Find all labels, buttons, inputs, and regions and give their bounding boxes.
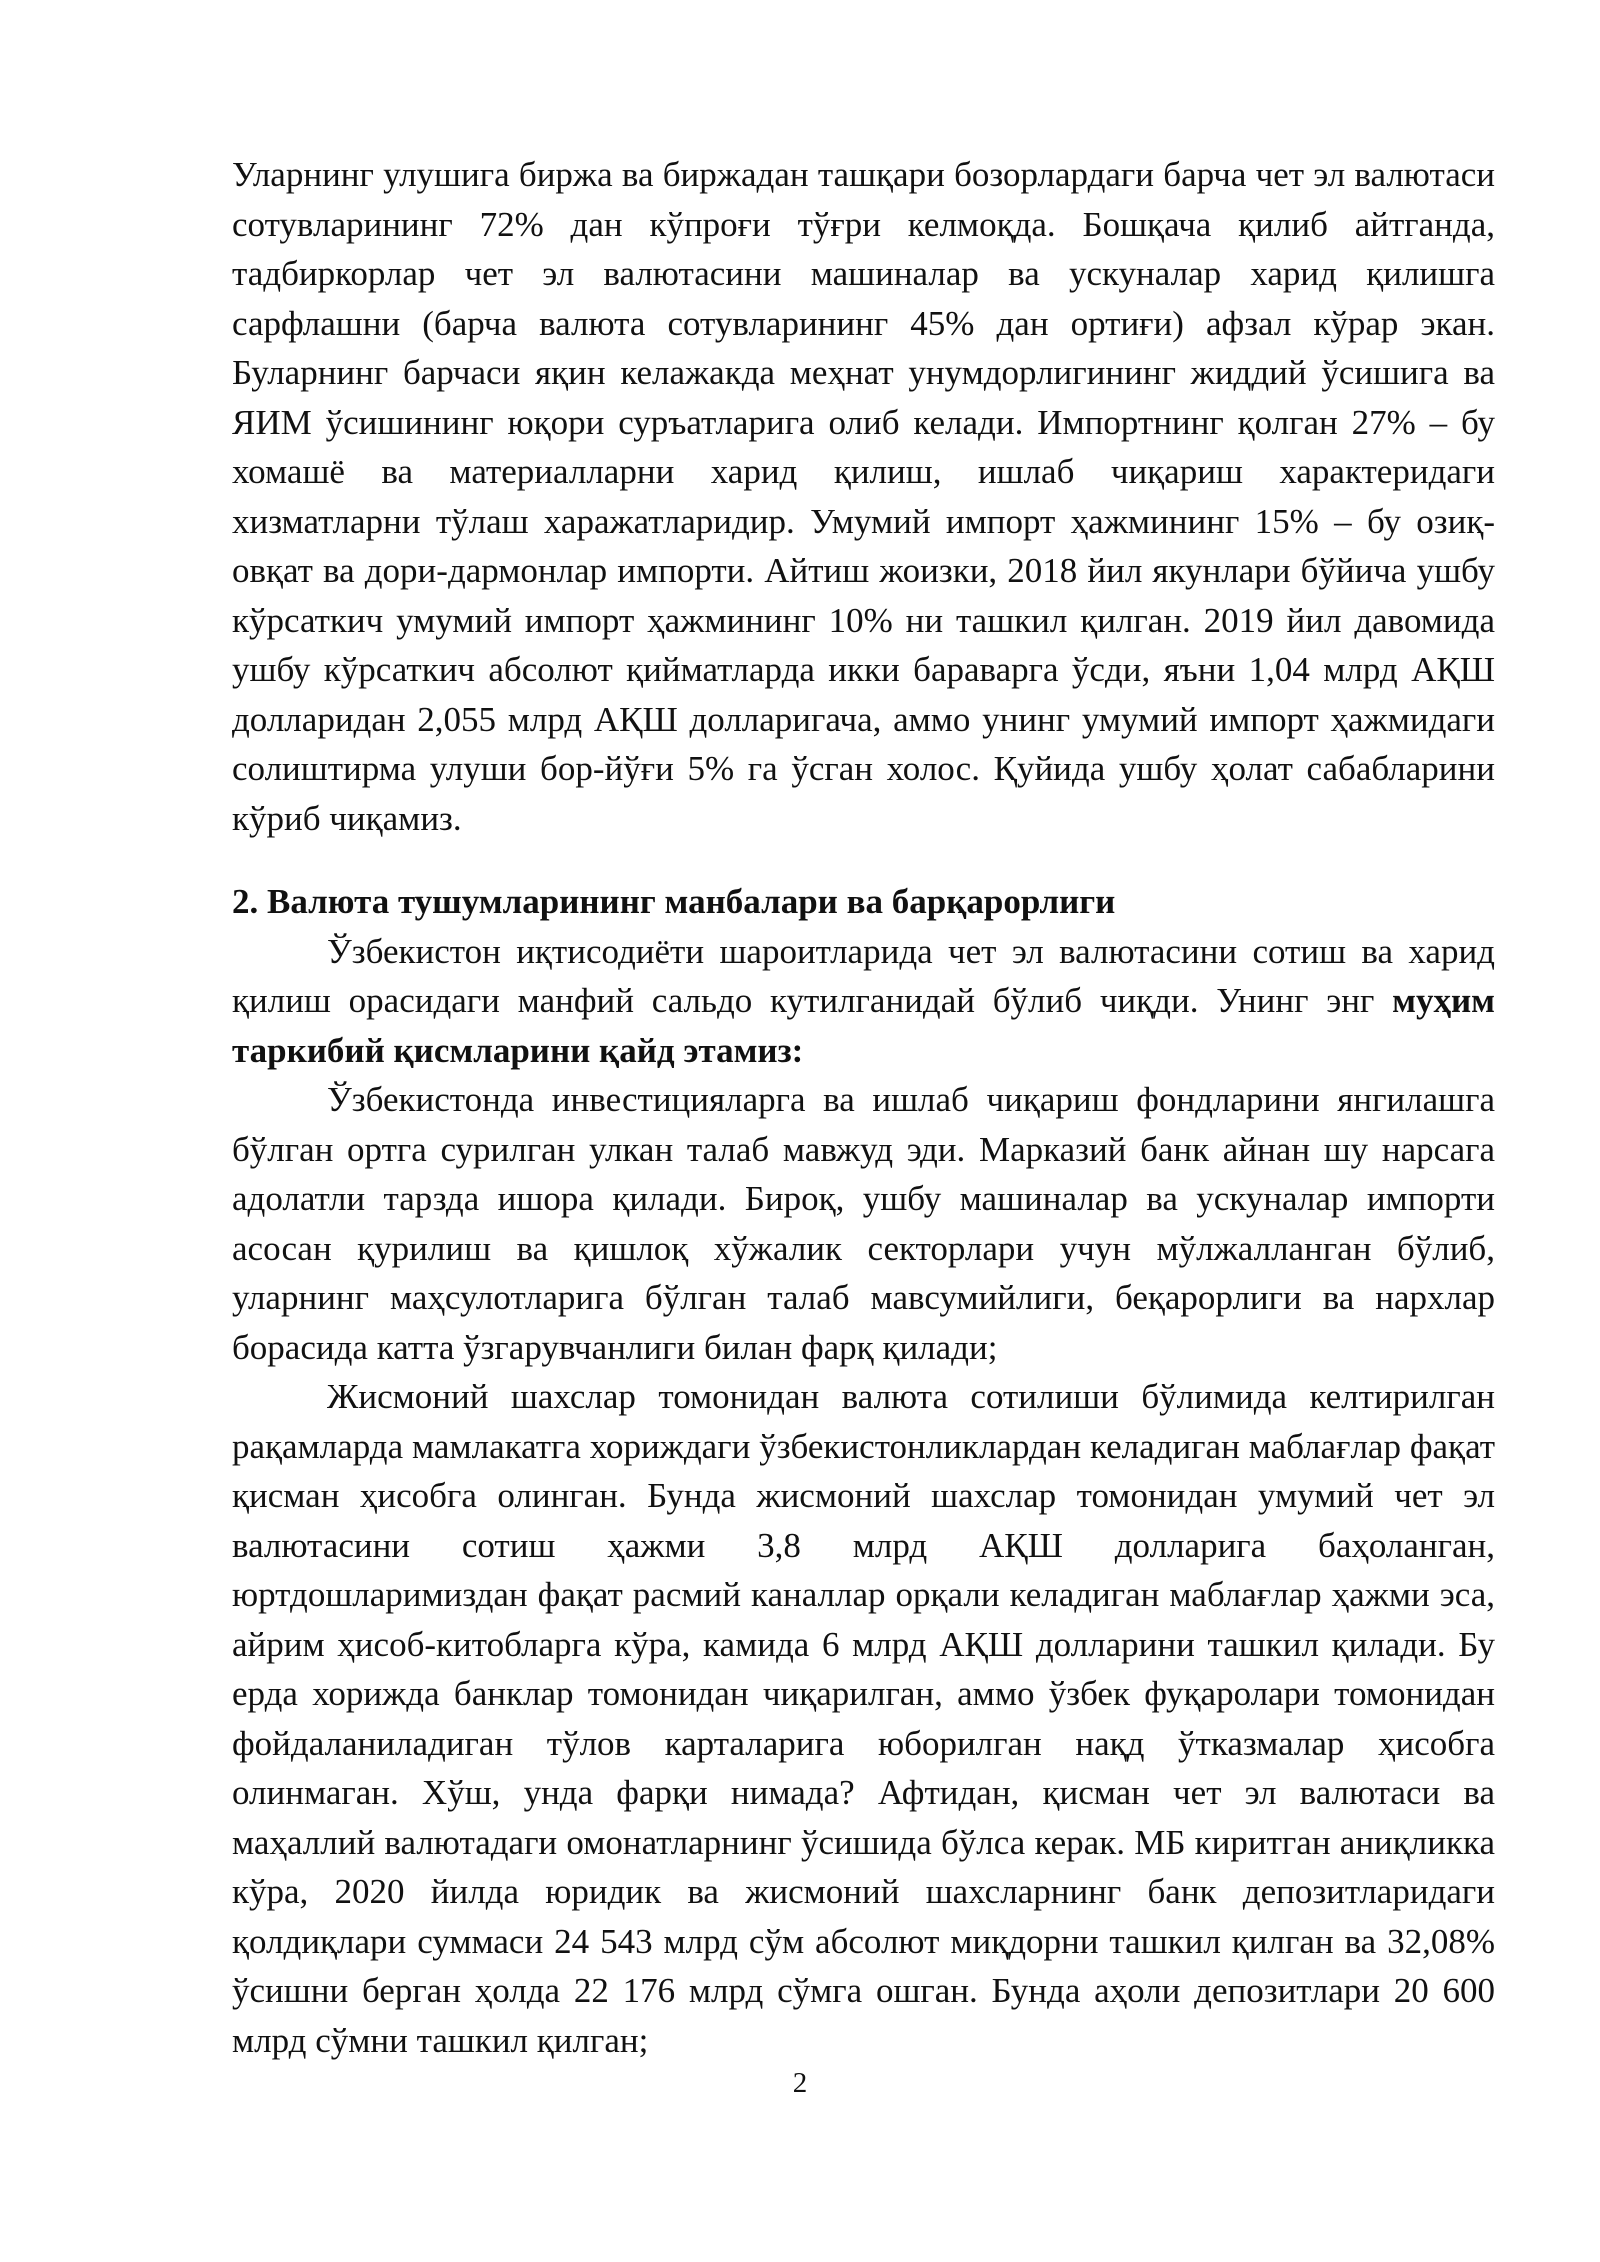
point-paragraph-2: Жисмоний шахслар томонидан валюта сотилиши бўлимида келтирилган рақамларда мамлакатга хориждаги ўзбекистонликлардан келадиган маблағлар фақат қисман ҳисобга олинган. Бунда жисмоний шахслар томонидан умумий чет эл валютасини сотиш ҳажми 3,8 млрд АҚШ долларига баҳоланган, юртдошларимиздан фақат расмий каналлар орқали келадиган маблағлар ҳажми эса, айрим ҳисоб-китобларга кўра, камида 6 млрд АҚШ долларини ташкил қилади. Бу ерда хорижда банклар томонидан чиқарилган, аммо ўзбек фуқаролари томонидан фойдаланиладиган тўлов карталарига юборилган нақд ўтказмалар ҳисобга олинмаган. Хўш, унда фарқи нимада? Афтидан, қисман чет эл валютаси ва маҳаллий валютадаги омонатларнинг ўсишида бўлса керак. МБ киритган аниқликка кўра, 2020 йилда юридик ва жисмоний шахсларнинг банк депозитларидаги қолдиқлари суммаси 24 543 млрд сўм абсолют миқдорни ташкил қилган ва 32,08% ўсишни берган ҳолда 22 176 млрд сўмга ошган. Бунда аҳоли депозитлари 20 600 млрд сўмни ташкил қилган; (232, 1377, 1495, 2060)
document-page (232, 150, 1495, 2065)
section-intro-bold-text: муҳим таркибий қисмларини қайд этамиз: (232, 981, 1495, 1070)
section-intro-text: Ўзбекистон иқтисодиёти шароитларида чет эл валютасини сотиш ва харид қилиш орасидаги манфий сальдо кутилганидай бўлиб чиқди. Унинг энг (232, 931, 1495, 1020)
body-paragraph-1: Уларнинг улушига биржа ва биржадан ташқари бозорлардаги барча чет эл валютаси сотувларининг 72% дан кўпроғи тўғри келмоқда. Бошқача қилиб айтганда, тадбиркорлар чет эл валютасини машиналар ва ускуналар харид қилишга сарфлашни (барча валюта сотувларининг 45% дан ортиғи) афзал кўрар экан. Буларнинг барчаси яқин келажакда меҳнат унумдорлигининг жиддий ўсишига ва ЯИМ ўсишининг юқори суръатларига олиб келади. Импортнинг қолган 27% – бу хомашё ва материалларни харид қилиш, ишлаб чиқариш характеридаги хизматларни тўлаш харажатларидир. Умумий импорт ҳажмининг 15% – бу озиқ-овқат ва дори-дармонлар импорти. Айтиш жоизки, 2018 йил якунлари бўйича ушбу кўрсаткич умумий импорт ҳажмининг 10% ни ташкил қилган. 2019 йил давомида ушбу кўрсаткич абсолют қийматларда икки бараварга ўсди, яъни 1,04 млрд АҚШ долларидан 2,055 млрд АҚШ долларигача, аммо унинг умумий импорт ҳажмидаги солиштирма улуши бор-йўғи 5% га ўсган холос. Қуйида ушбу ҳолат сабабларини кўриб чиқамиз. (232, 155, 1495, 838)
page-number: 2 (792, 2067, 808, 2099)
point-paragraph-1: Ўзбекистонда инвестицияларга ва ишлаб чиқариш фондларини янгилашга бўлган ортга сурилган улкан талаб мавжуд эди. Марказий банк айнан шу нарсага адолатли тарзда ишора қилади. Бироқ, ушбу машиналар ва ускуналар импорти асосан қурилиш ва қишлоқ хўжалик секторлари учун мўлжалланган бўлиб, уларнинг маҳсулотларига бўлган талаб мавсумийлиги, беқарорлиги ва нархлар борасида катта ўзгарувчанлиги билан фарқ қилади; (232, 1080, 1495, 1367)
section-intro-paragraph (232, 927, 1495, 1076)
section-heading: 2. Валюта тушумларининг манбалари ва барқарорлиги (232, 882, 1116, 921)
